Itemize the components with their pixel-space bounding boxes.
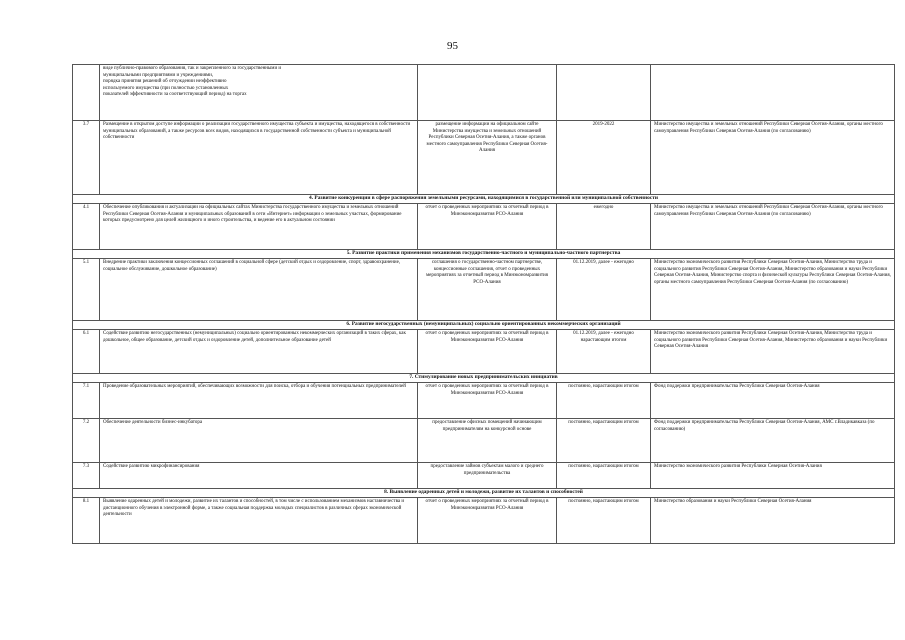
table-row [73, 463, 895, 489]
section-header-row [73, 250, 895, 259]
cell-executor: Фонд поддержки предпринимательства Республики Северная Осетия-Алания, АМС г.Владикавказа (по согласованию) [651, 419, 895, 463]
table-row [73, 330, 895, 374]
cell-term [557, 65, 651, 121]
cell-event: Обеспечение опубликования и актуализации на официальных сайтах Министерства государственного имущества и земельных отношений Республики Северная Осетия-Алания и муниципальных образований в сети «Интернет» информации о земельных участках, формирование которых предусмотрено для целей жилищного и иного строительства, и ведение его в актуальном состоянии [100, 204, 418, 250]
section-title: 8. Выявление одаренных детей и молодежи, развитие их талантов и способностей [73, 489, 895, 498]
continuation-line: порядка принятия решений об отчуждении неэффективно [103, 79, 227, 85]
page-number: 95 [447, 40, 458, 52]
table-row [73, 259, 895, 321]
cell-num: 7.2 [73, 419, 100, 463]
continuation-line: используемого имущества (при полностью установленных [103, 85, 229, 91]
cell-term: постоянно, нарастающим итогом [557, 498, 651, 544]
cell-result: отчет о проведенных мероприятиях за отчетный период в Минэкономразвития РСО-Алания [418, 383, 557, 419]
cell-num [73, 65, 100, 121]
cell-event: Обеспечение деятельности бизнес-инкубатора [100, 419, 418, 463]
table-row [73, 121, 895, 195]
section-header-row [73, 374, 895, 383]
continuation-line: показателей эффективности за соответствующий период) на торгах [103, 92, 247, 98]
cell-num: 4.1 [73, 204, 100, 250]
cell-executor: Фонд поддержки предпринимательства Республики Северная Осетия-Алания [651, 383, 895, 419]
table-row [73, 498, 895, 544]
cell-term: 01.12.2019, далее - ежегодно [557, 259, 651, 321]
continuation-line: муниципальными предприятиями и учреждениями, [103, 72, 214, 78]
section-title: 5. Развитие практики применения механизмов государственно-частного и муниципально-частного партнерства [73, 250, 895, 259]
cell-event: Выявление одаренных детей и молодежи, развитие их талантов и способностей, в том числе с использованием механизмов наставничества и дистанционного обучения в электронной форме, а также социальная поддержка молодых специалистов в различных сферах экономической деятельности [100, 498, 418, 544]
table-row [73, 204, 895, 250]
cell-event: Содействие развитию негосударственных (немуниципальных) социально ориентированных некоммерческих организаций в таких сферах, как дошкольное, общее образование, детский отдых и оздоровление детей, дополнительное образование детей [100, 330, 418, 374]
cell-executor: Министерство образования и науки Республики Северная Осетия-Алания [651, 498, 895, 544]
cell-result [418, 65, 557, 121]
section-title: 6. Развитие негосударственных (немуниципальных) социально ориентированных некоммерческих организаций [73, 321, 895, 330]
table-row [73, 383, 895, 419]
table-row [73, 419, 895, 463]
cell-num: 5.1 [73, 259, 100, 321]
cell-result: отчет о проведенных мероприятиях за отчетный период в Минэкономразвития РСО-Алания [418, 330, 557, 374]
cell-event: Внедрение практики заключения концессионных соглашений в социальной сфере (детский отдых и оздоровление, спорт, здравоохранение, социальное обслуживание, дошкольное образование) [100, 259, 418, 321]
cell-num: 7.3 [73, 463, 100, 489]
cell-result: предоставление займов субъектам малого и среднего предпринимательства [418, 463, 557, 489]
section-title: 4. Развитие конкуренции в сфере распоряжения земельными ресурсами, находящимися в государственной или муниципальной собственности [73, 195, 895, 204]
cell-term: 01.12.2019, далее - ежегодно нарастающим итогом [557, 330, 651, 374]
cell-term: постоянно, нарастающим итогом [557, 419, 651, 463]
cell-num: 6.1 [73, 330, 100, 374]
cell-term: постоянно, нарастающим итогом [557, 463, 651, 489]
cell-term: постоянно, нарастающим итогом [557, 383, 651, 419]
cell-executor: Министерство имущества и земельных отношений Республики Северная Осетия-Алания, органы местного самоуправления Республики Северная Осетия-Алания (по согласованию) [651, 204, 895, 250]
cell-executor [651, 65, 895, 121]
cell-event: Содействие развитию микрофинансирования [100, 463, 418, 489]
cell-result: отчет о проведенных мероприятиях за отчетный период в Минэкономразвития РСО-Алания [418, 498, 557, 544]
section-header-row [73, 489, 895, 498]
action-plan-table [72, 64, 895, 544]
section-header-row [73, 321, 895, 330]
cell-executor: Министерство экономического развития Республики Северная Осетия-Алания, Министерство труда и социального развития Республики Северная Осетия-Алания, Министерство образования и науки Республики Северная Осетия-Алания, Министерство спорта и физической культуры Республики Северная Осетия-Алания, органы местного самоуправления Республики Северная Осетия-Алания (по согласованию) [651, 259, 895, 321]
section-header-row [73, 195, 895, 204]
cell-executor: Министерство имущества и земельных отношений Республики Северная Осетия-Алания, органы местного самоуправления Республики Северная Осетия-Алания (по согласованию) [651, 121, 895, 195]
cell-executor: Министерство экономического развития Республики Северная Осетия-Алания, Министерство труда и социального развития Республики Северная Осетия-Алания, Министерство образования и науки Республики Северная Осетия-Алания [651, 330, 895, 374]
cell-result: соглашения о государственно-частном партнерстве, концессионные соглашения, отчет о проведенных мероприятиях за отчетный период в Минэкономразвития РСО-Алания [418, 259, 557, 321]
table-body [73, 65, 895, 544]
cell-executor: Министерство экономического развития Республики Северная Осетия-Алания [651, 463, 895, 489]
cell-term: 2019-2022 [557, 121, 651, 195]
cell-num: 3.7 [73, 121, 100, 195]
cell-num: 8.1 [73, 498, 100, 544]
cell-event-continuation [100, 65, 418, 121]
cell-event: Размещение в открытом доступе информации о реализации государственного имущества субъекта и имущества, находящегося в собственности муниципальных образований, а также ресурсов всех видов, находящихся в государственной собственности субъекта и муниципальной собственности [100, 121, 418, 195]
section-title: 7. Стимулирование новых предпринимательских инициатив [73, 374, 895, 383]
cell-result: отчет о проведенных мероприятиях за отчетный период в Минэкономразвития РСО-Алания [418, 204, 557, 250]
continuation-line: виде публично-правового образования, так и закрепленного за государственными и [103, 66, 282, 71]
cell-event: Проведение образовательных мероприятий, обеспечивающих возможности для поиска, отбора и обучения потенциальных предпринимателей [100, 383, 418, 419]
cell-term: ежегодно [557, 204, 651, 250]
cell-num: 7.1 [73, 383, 100, 419]
cell-result: предоставление офисных помещений начинающим предпринимателям на конкурсной основе [418, 419, 557, 463]
continuation-row [73, 65, 895, 121]
cell-result: размещение информации на официальном сайте Министерства имущества и земельных отношений Республики Северная Осетия-Алания, а также органов местного самоуправления Республики Северная Осетия-Алания [418, 121, 557, 195]
